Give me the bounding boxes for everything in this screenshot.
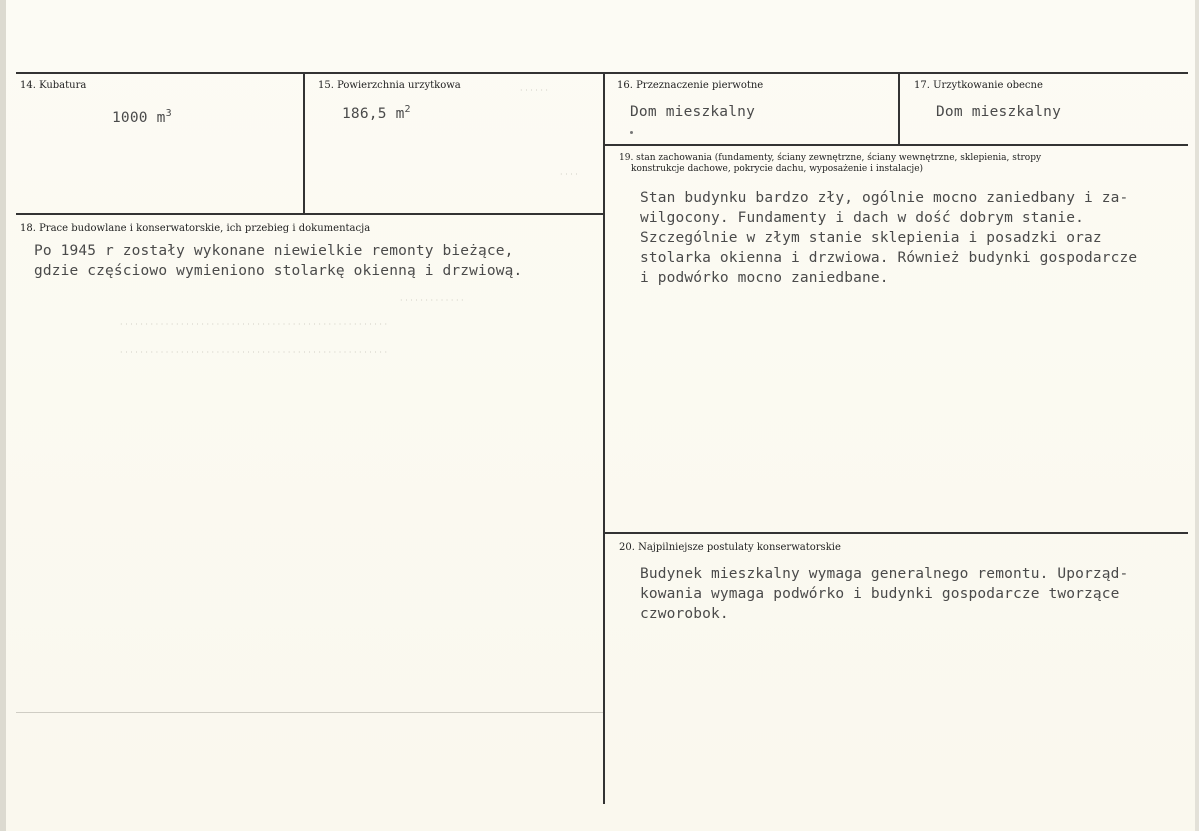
field-19-line: Szczególnie w złym stanie sklepienia i posadzki oraz (640, 230, 1102, 246)
rule-below-16-17 (603, 144, 1188, 146)
print-through-mark: · · · · · · · · · · · · · · · · · · · · · · · · · · · · · · · · · · · · · · · · · · · · · · · · · · · · · (120, 320, 388, 329)
field-19-line: stolarka okienna i drzwiowa. Również budynki gospodarcze (640, 250, 1138, 266)
page-edge-right (1195, 0, 1199, 831)
field-19-line: wilgocony. Fundamenty i dach w dość dobrym stanie. (640, 210, 1084, 226)
field-15-label: 15. Powierzchnia urzytkowa (318, 80, 461, 91)
field-16-value: Dom mieszkalny (630, 104, 756, 120)
field-20-line: kowania wymaga podwórko i budynki gospodarcze tworzące (640, 586, 1120, 602)
field-18-text (34, 241, 522, 281)
page-edge-left (0, 0, 6, 831)
field-20-line: Budynek mieszkalny wymaga generalnego remontu. Uporząd- (640, 566, 1129, 582)
rule-below-14-15 (16, 213, 605, 215)
field-17-value: Dom mieszkalny (936, 104, 1062, 120)
print-through-mark: · · · · · · · · · · · · · (400, 296, 464, 305)
field-20-line: czworobok. (640, 606, 729, 622)
field-14-value (112, 108, 172, 126)
field-19-label (619, 153, 1179, 175)
rule-above-20 (603, 532, 1188, 534)
field-19-label-line-1: 19. stan zachowania (fundamenty, ściany zewnętrzne, ściany wewnętrzne, sklepienia, stropy (619, 153, 1042, 163)
field-19-text (640, 188, 1137, 288)
field-20-label: 20. Najpilniejsze postulaty konserwatorskie (619, 542, 841, 553)
table-top-rule (16, 72, 1188, 74)
field-18-line: Po 1945 r zostały wykonane niewielkie remonty bieżące, (34, 243, 514, 259)
field-18-line: gdzie częściowo wymieniono stolarkę okienną i drzwiową. (34, 263, 523, 279)
print-through-mark: · · · · · · (520, 86, 548, 95)
field-14-label: 14. Kubatura (20, 80, 87, 91)
col-divider-left-right (603, 72, 605, 804)
field-19-label-line-2: konstrukcje dachowe, pokrycie dachu, wyposażenie i instalacje) (631, 164, 924, 174)
field-16-label: 16. Przeznaczenie pierwotne (617, 80, 764, 91)
stray-dot (630, 131, 633, 134)
field-19-line: i podwórko mocno zaniedbane. (640, 270, 889, 286)
col-divider-14-15 (303, 72, 305, 214)
field-17-label: 17. Urzytkowanie obecne (914, 80, 1043, 91)
col-divider-16-17 (898, 72, 900, 144)
field-20-text (640, 564, 1128, 624)
field-14-value-text: 1000 m (112, 109, 166, 126)
field-15-value (342, 104, 411, 122)
print-through-mark: · · · · · · · · · · · · · · · · · · · · · · · · · · · · · · · · · · · · · · · · · · · · · · · · · · · · · (120, 348, 388, 357)
field-15-value-exponent: 2 (404, 104, 411, 115)
field-19-line: Stan budynku bardzo zły, ogólnie mocno zaniedbany i za- (640, 190, 1129, 206)
field-14-value-exponent: 3 (165, 108, 172, 119)
field-15-value-text: 186,5 m (342, 105, 405, 122)
field-18-label: 18. Prace budowlane i konserwatorskie, ich przebieg i dokumentacja (20, 223, 371, 234)
faint-rule-bottom-left (16, 712, 603, 713)
print-through-mark: · · · · (560, 170, 578, 179)
